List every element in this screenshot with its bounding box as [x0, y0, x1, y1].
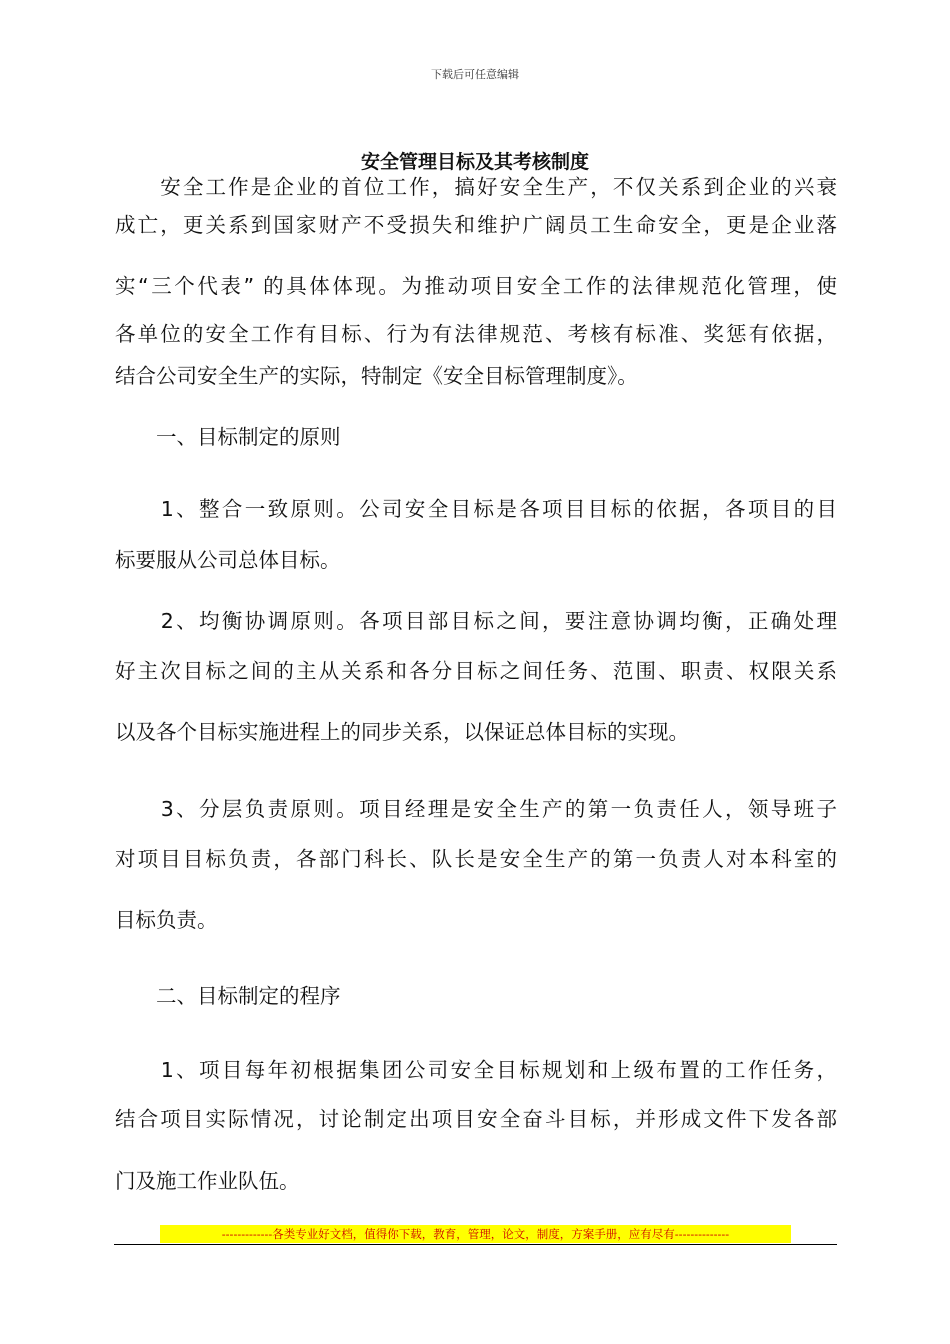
body-line-10: 以及各个目标实施进程上的同步关系，以保证总体目标的实现。 — [115, 720, 689, 744]
body-line-12: 对项目目标负责，各部门科长、队长是安全生产的第一负责人对本科室的 — [115, 847, 837, 871]
body-line-15: 结合项目实际情况，讨论制定出项目安全奋斗目标，并形成文件下发各部 — [115, 1107, 837, 1131]
body-line-1: 安全工作是企业的首位工作，搞好安全生产，不仅关系到企业的兴衰 — [115, 175, 837, 199]
body-line-6: 1、整合一致原则。公司安全目标是各项目目标的依据，各项目的目 — [115, 497, 837, 521]
header-note: 下载后可任意编辑 — [431, 68, 519, 81]
body-line-9: 好主次目标之间的主从关系和各分目标之间任务、范围、职责、权限关系 — [115, 659, 837, 683]
body-line-8: 2、均衡协调原则。各项目部目标之间，要注意协调均衡，正确处理 — [115, 609, 837, 633]
body-line-4: 各单位的安全工作有目标、行为有法律规范、考核有标准、奖惩有依据， — [115, 322, 837, 346]
body-line-11: 3、分层负责原则。项目经理是安全生产的第一负责任人，领导班子 — [115, 797, 837, 821]
document-title: 安全管理目标及其考核制度 — [360, 151, 589, 173]
body-line-2: 成亡，更关系到国家财产不受损失和维护广阔员工生命安全，更是企业落 — [115, 213, 837, 237]
section-heading-1: 一、目标制定的原则 — [115, 425, 341, 449]
body-line-7: 标要服从公司总体目标。 — [115, 548, 341, 572]
body-line-14: 1、项目每年初根据集团公司安全目标规划和上级布置的工作任务， — [115, 1058, 837, 1082]
body-line-5: 结合公司安全生产的实际，特制定《安全目标管理制度》。 — [115, 364, 638, 388]
footer-banner: -------------各类专业好文档，值得你下载，教育，管理，论文，制度，方案手册，应有尽有-------------- — [160, 1225, 791, 1243]
body-line-3: 实“三个代表” 的具体体现。为推动项目安全工作的法律规范化管理，使 — [115, 274, 837, 298]
section-heading-2: 二、目标制定的程序 — [115, 984, 341, 1008]
footer-divider — [114, 1244, 837, 1245]
body-line-13: 目标负责。 — [115, 908, 218, 932]
body-line-16: 门及施工作业队伍。 — [115, 1169, 300, 1193]
